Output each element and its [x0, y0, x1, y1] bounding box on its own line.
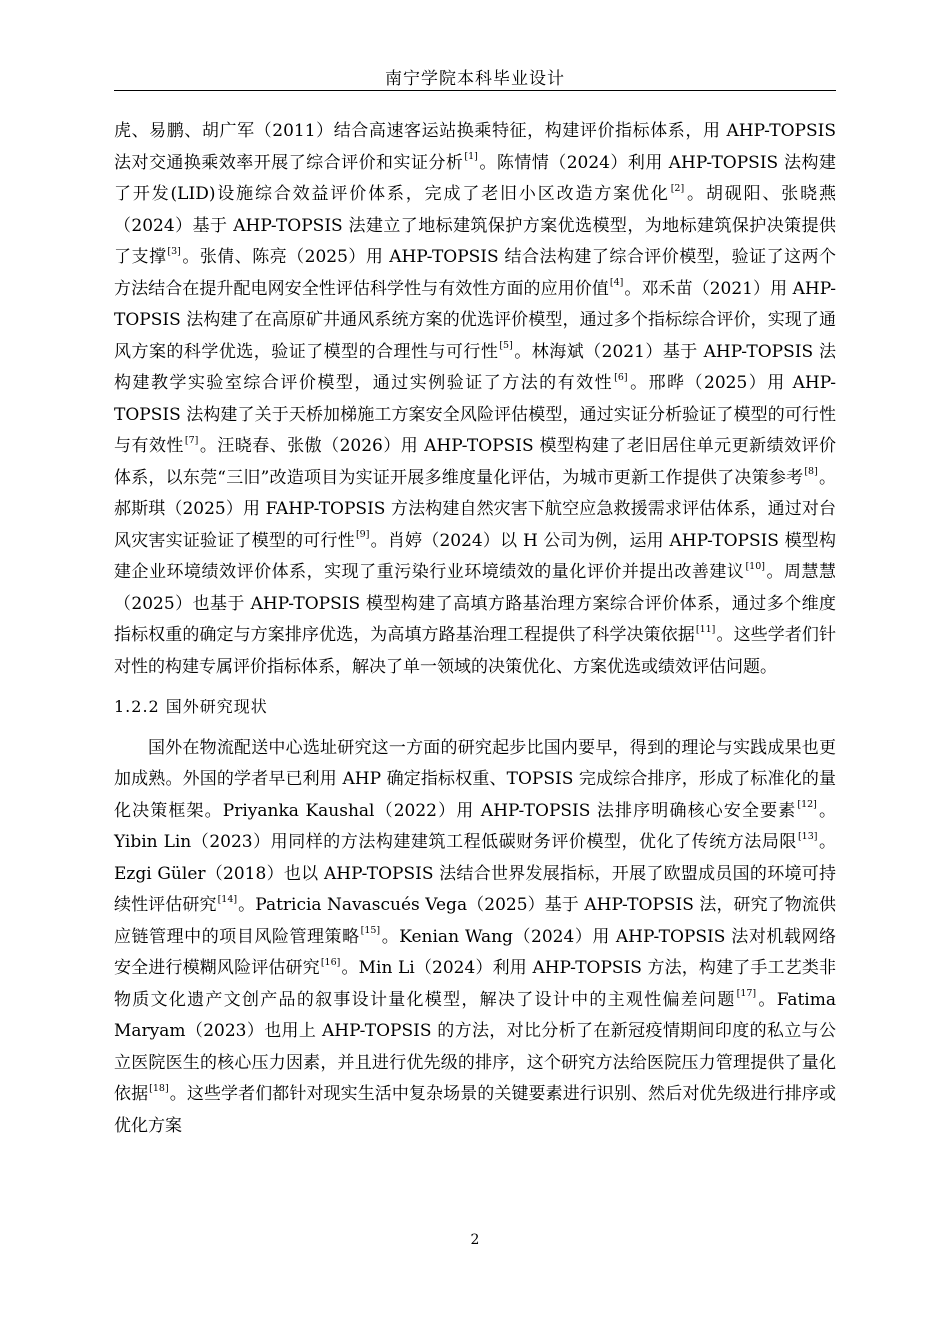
citation-ref[interactable]: [2] — [670, 182, 685, 194]
citation-ref[interactable]: [13] — [797, 830, 818, 842]
text-run: 。Yibin Lin（2023）用同样的方法构建建筑工程低碳财务评价模型，优化了传统方法局限 — [114, 800, 837, 852]
text-run: 。这些学者们都针对现实生活中复杂场景的关键要素进行识别、然后对优先级进行排序或优化方案 — [114, 1084, 837, 1136]
citation-ref[interactable]: [11] — [695, 623, 716, 635]
text-run: 。郝斯琪（2025）用 FAHP-TOPSIS 方法构建自然灾害下航空应急救援需求评估体系，通过对台风灾害实证验证了模型的可行性 — [114, 467, 836, 551]
text-run: 。张倩、陈亮（2025）用 AHP-TOPSIS 结合法构建了综合评价模型，验证了这两个方法结合在提升配电网安全性评估科学性与有效性方面的应用价值 — [114, 247, 837, 299]
text-run: 。Fatima Maryam（2023）也用上 AHP-TOPSIS 的方法，对比分析了在新冠疫情期间印度的私立与公立医院医生的核心压力因素，并且进行优先级的排序，这个研究方法给医院压力管理提供了量化依据 — [114, 989, 836, 1104]
page-header-title: 南宁学院本科毕业设计 — [385, 69, 565, 89]
paragraph-domestic-research — [114, 116, 836, 683]
text-run: 。胡砚阳、张晓燕（2024）基于 AHP-TOPSIS 法建立了地标建筑保护方案优选模型，为地标建筑保护决策提供了支撑 — [114, 184, 836, 267]
citation-ref[interactable]: [3] — [167, 245, 181, 257]
text-run: 。Patricia Navascués Vega（2025）基于 AHP-TOPSIS 法，研究了物流供应链管理中的项目风险管理策略 — [114, 895, 837, 947]
citation-ref[interactable]: [8] — [804, 466, 818, 478]
citation-ref[interactable]: [7] — [184, 434, 199, 446]
citation-ref[interactable]: [14] — [217, 893, 238, 905]
header-divider — [114, 90, 836, 91]
text-run: 。Min Li（2024）利用 AHP-TOPSIS 方法，构建了手工艺类非物质文化遗产文创产品的叙事设计量化模型，解决了设计中的主观性偏差问题 — [114, 958, 836, 1010]
text-run: 。汪晓春、张傲（2026）用 AHP-TOPSIS 模型构建了老旧居住单元更新绩效评价体系，以东莞“三旧”改造项目为实证开展多维度量化评估，为城市更新工作提供了决策参考 — [114, 436, 837, 488]
citation-ref[interactable]: [12] — [797, 799, 817, 811]
document-body — [114, 116, 836, 1142]
citation-ref[interactable]: [15] — [360, 925, 381, 937]
text-run: 国外在物流配送中心选址研究这一方面的研究起步比国内要早，得到的理论与实践成果也更加成熟。外国的学者早已利用 AHP 确定指标权重、TOPSIS 完成综合排序，形成了标准化的量化决策框架。Priyanka Kaushal（2022）用 AHP-TOPSIS 法排序明确核心安全要素 — [114, 737, 836, 821]
text-run: 。肖婷（2024）以 H 公司为例，运用 AHP-TOPSIS 模型构建企业环境绩效评价体系，实现了重污染行业环境绩效的量化评价并提出改善建议 — [114, 530, 836, 582]
citation-ref[interactable]: [17] — [736, 988, 757, 1000]
citation-ref[interactable]: [16] — [320, 956, 341, 968]
section-heading: 1.2.2 国外研究现状 — [114, 697, 268, 716]
text-run: 。陈情情（2024）利用 AHP-TOPSIS 法构建了开发(LID)设施综合效益评价体系，完成了老旧小区改造方案优化 — [114, 152, 836, 204]
citation-ref[interactable]: [6] — [614, 371, 628, 383]
citation-ref[interactable]: [4] — [609, 277, 624, 289]
text-run: 。邢晔（2025）用 AHP-TOPSIS 法构建了关于天桥加梯施工方案安全风险评估模型，通过实证分析验证了模型的可行性与有效性 — [114, 373, 836, 456]
citation-ref[interactable]: [1] — [464, 151, 478, 163]
text-run: 。Kenian Wang（2024）用 AHP-TOPSIS 法对机载网络安全进行模糊风险评估研究 — [114, 926, 837, 978]
text-run: 。Ezgi Güler（2018）也以 AHP-TOPSIS 法结合世界发展指标，开展了欧盟成员国的环境可持续性评估研究 — [114, 832, 836, 915]
text-run: 。这些学者们针对性的构建专属评价指标体系，解决了单一领域的决策优化、方案优选或绩效评估问题。 — [114, 625, 837, 677]
text-run: 。邓禾苗（2021）用 AHP-TOPSIS 法构建了在高原矿井通风系统方案的优选评价模型，通过多个指标综合评价，实现了通风方案的科学优选，验证了模型的合理性与可行性 — [114, 278, 836, 362]
citation-ref[interactable]: [5] — [499, 340, 513, 352]
text-run: 。周慧慧（2025）也基于 AHP-TOPSIS 模型构建了高填方路基治理方案综合评价体系，通过多个维度指标权重的确定与方案排序优选，为高填方路基治理工程提供了科学决策依据 — [114, 562, 837, 645]
text-run: 虎、易鹏、胡广军（2011）结合高速客运站换乘特征，构建评价指标体系，用 AHP-TOPSIS 法对交通换乘效率开展了综合评价和实证分析 — [114, 121, 836, 173]
page-number: 2 — [470, 1232, 480, 1248]
citation-ref[interactable]: [10] — [745, 560, 765, 572]
paragraph-foreign-research — [114, 733, 836, 1143]
citation-ref[interactable]: [9] — [355, 529, 370, 541]
citation-ref[interactable]: [18] — [149, 1082, 169, 1094]
text-run: 。林海斌（2021）基于 AHP-TOPSIS 法构建教学实验室综合评价模型，通过实例验证了方法的有效性 — [114, 341, 836, 393]
